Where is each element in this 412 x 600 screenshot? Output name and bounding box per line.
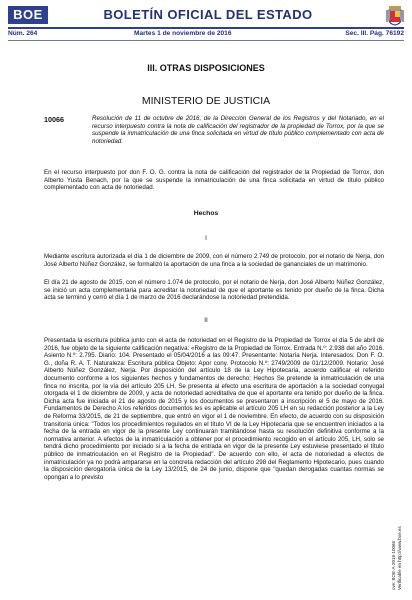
coat-of-arms-icon (386, 4, 404, 26)
section-roman-2: II (204, 317, 208, 324)
intro-paragraph: En el recurso interpuesto por don F. O. G. contra la nota de calificación del registrador de la Propiedad de Torrox, don Alberto Yusta Benach, por la que se suspende la inmatriculación de una finca solicitada en virtud de título público complementado con acta de notoriedad. (44, 169, 384, 192)
decree-summary: Resolución de 11 de octubre de 2016, de la Dirección General de los Registros y del Notariado, en el recurso interpuesto contra la nota de calificación del registrador de la propiedad de Torrox, por la que se suspende la inmatriculación de una finca solicitada en virtud de título público complementado con acta de notoriedad. (92, 115, 384, 145)
meta-divider (8, 40, 404, 41)
facts-heading: Hechos (193, 210, 219, 217)
section-title: III. OTRAS DISPOSICIONES (147, 63, 265, 73)
verification-sidebar (390, 510, 404, 590)
issue-date: Martes 1 de noviembre de 2016 (134, 30, 232, 37)
paragraph-2: El día 21 de agosto de 2015, con el número 1.074 de protocolo, por el notario de Nerja, don José Alberto Núñez González, se inició un acta complementaria para acreditar la notoriedad de que el aportante es tenido por dueño de la finca. Dicha acta se terminó y cerró el día 1 de marzo de 2016 declarándose la notoriedad pretendida. (44, 279, 384, 302)
issue-number: Núm. 264 (8, 30, 38, 37)
cve-label: cve: BOE-A-2016-10066 (391, 540, 396, 590)
section-page: Sec. III. Pág. 76192 (345, 30, 404, 37)
paragraph-1: Mediante escritura autorizada el día 1 de diciembre de 2009, con el número 2.749 de protocolo, por el notario de Nerja, don José Alberto Núñez González, se formalizó la aportación de una finca a la sociedad de gananciales de un matrimonio. (44, 253, 384, 268)
page-title: BOLETÍN OFICIAL DEL ESTADO (103, 7, 313, 22)
boe-logo: BOE (8, 6, 48, 24)
decree-number: 10066 (44, 115, 64, 124)
ministry-title: MINISTERIO DE JUSTICIA (141, 95, 271, 107)
section-roman-1: I (205, 235, 207, 242)
paragraph-3: Presentada la escritura pública junto con el acta de notoriedad en el Registro de la Propiedad de Torrox el día 5 de abril de 2016, fue objeto de la siguiente calificación negativa: «Registro de la Propiedad de Torrox. Entrada N.º: 2.938 del año 2016. Asiento N.º: 2.795. Diario: 104. Presentado el 05/04/2016 a las 09:47. Presentante: Notaría Nerja. Interesados: Don F. O. G., doña R. A. T. Naturaleza: Escritura pública Objeto: Apor cony. Protocolo N.º: 2749/2009 de 01/12/2009. Notario: José Alberto Núñez González, Nerja. Por disposición del artículo 18 de la Ley Hipotecaria, acuerdo calificar el referido documento conforme a los siguientes hechos y fundamentos de derecho: Hechos Se pretende la inmatriculación de una finca no inscrita, por la vía del artículo 205 LH. Se presenta al efecto una escritura de aportación a la sociedad conyugal otorgada el 1 de diciembre de 2009, y acta de notoriedad acreditativa de que el aportante era tenido por dueño de la finca. Dicha acta fue iniciada el 21 de agosto de 2015 y los documentos se presentaron a inscripción el 5 de mayo de 2016. Fundamentos de Derecho A los referidos documentos les es aplicable el artículo 205 LH en su redacción posterior a la Ley de Reforma 33/2015, de 21 de septiembre, que entró en vigor el 1 de noviembre. En efecto, de acuerdo con su disposición transitoria única: "Todos los procedimientos regulados en el título VI de la Ley Hipotecaria que se encuentren iniciados a la fecha de la entrada en vigor de la presente Ley continuarán tramitándose hasta su resolución definitiva conforme a la normativa anterior. A efectos de la inmatriculación a obtener por el procedimiento recogido en el artículo 205, LH, solo se tendrá dicho procedimiento por iniciado si a la fecha de entrada en vigor de la presente Ley estuviese presentado el título público de inmatriculación en el Registro de la Propiedad". De acuerdo con ello, el acta de notoriedad a efectos de inmatriculación ya no podrá ampararse en la concreta redacción del artículo 298 del Reglamento Hipotecario, pues cuando la disposición derogatoria única de la Ley 13/2015, de 24 de junio, dispone que "quedan derogadas cuantas normas se opongan a lo previsto (44, 337, 384, 481)
verify-label: Verificable en http://www.boe.es (397, 526, 402, 590)
header-rule (8, 27, 404, 29)
